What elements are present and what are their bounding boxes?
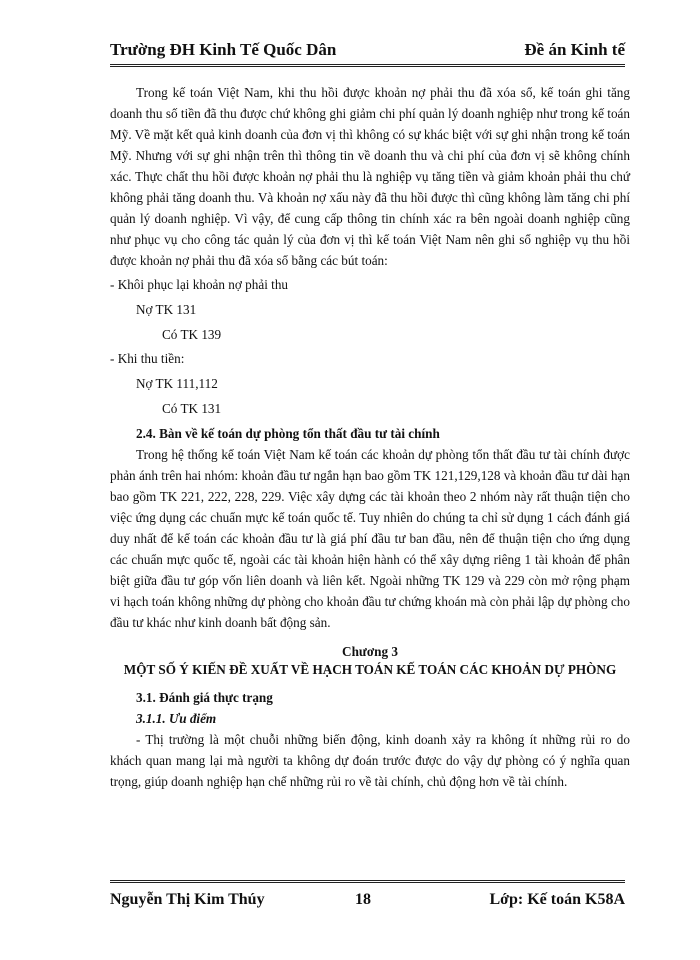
footer-class: Lớp: Kế toán K58A: [489, 891, 625, 908]
list-item-restore: - Khôi phục lại khoản nợ phải thu: [110, 277, 289, 292]
entry-credit-131: Có TK 131: [162, 401, 222, 416]
paragraph-1: Trong kế toán Việt Nam, khi thu hồi được khoản nợ phải thu đã xóa sổ, kế toán ghi tăng doanh thu số tiền đã thu được chứ không ghi giảm chi phí quản lý doanh nghiệp như trong kế toán Mỹ. Về mặt kết quả kinh doanh của đơn vị thì không có sự khác biệt với sự ghi nhận trong kế toán Mỹ. Nhưng với sự ghi nhận trên thì thông tin về doanh thu và chi phí của đơn vị sẽ không chính xác. Thực chất thu hồi được khoản nợ phải thu là nghiệp vụ tăng tiền và giảm khoản phải thu chứ không phải tăng doanh thu. Và khoản nợ xấu này đã thu hồi được thì cũng không làm tăng chi phí quản lý doanh nghiệp. Vì vậy, để cung cấp thông tin chính xác ra bên ngoài doanh nghiệp cũng như phục vụ cho công tác quản lý của đơn vị thì kế toán Việt Nam nên ghi sổ nghiệp vụ thu hồi được khoản nợ phải thu đã xóa sổ bằng các bút toán:: [110, 85, 630, 268]
entry-debit-111-112: Nợ TK 111,112: [136, 376, 218, 391]
page-number: 18: [355, 891, 371, 908]
chapter-number: Chương 3: [342, 644, 398, 659]
page-content: [110, 82, 630, 792]
paragraph-2: Trong hệ thống kế toán Việt Nam kế toán các khoản dự phòng tổn thất đầu tư tài chính được phản ánh trên hai nhóm: khoản đầu tư ngắn hạn bao gồm TK 121,129,128 và khoản đầu tư dài hạn bao gồm TK 221, 222, 228, 229. Việc xây dựng các tài khoản theo 2 nhóm này rất thuận tiện cho việc ứng dụng các chuẩn mực kế toán quốc tế. Tuy nhiên do chúng ta chỉ sử dụng 1 cách đánh giá duy nhất để kế toán các khoản đầu tư là giá phí đầu tư ban đầu, nên để thuận tiện cho ứng dụng các chuẩn mực quốc tế, ngoài các tài khoản hiện hành có thể xây dựng riêng 1 tài khoản để phân biệt giữa đầu tư góp vốn liên doanh và liên kết. Ngoài những TK 129 và 229 còn mở rộng phạm vi hạch toán không những dự phòng cho khoản đầu tư chứng khoán mà còn phải lập dự phòng cho đầu tư khác như kinh doanh bất động sản.: [110, 447, 630, 630]
section-heading-3-1: 3.1. Đánh giá thực trạng: [136, 690, 273, 705]
chapter-title: MỘT SỐ Ý KIẾN ĐỀ XUẤT VỀ HẠCH TOÁN KẾ TOÁN CÁC KHOẢN DỰ PHÒNG: [123, 662, 617, 677]
paragraph-3: - Thị trường là một chuỗi những biến động, kinh doanh xảy ra không ít những rủi ro do khách quan mang lại mà người ta không dự đoán trước được do vậy dự phòng có ý nghĩa quan trọng, giúp doanh nghiệp hạn chế những rủi ro về tài chính, chủ động hơn về tài chính.: [110, 732, 630, 789]
header-document-type: Đề án Kinh tế: [524, 40, 625, 59]
entry-credit-139: Có TK 139: [162, 327, 222, 342]
list-item-collect: - Khi thu tiền:: [110, 351, 185, 366]
footer-author: Nguyễn Thị Kim Thúy: [110, 891, 265, 908]
section-heading-2-4: 2.4. Bàn về kế toán dự phòng tổn thất đầu tư tài chính: [136, 426, 440, 441]
page-footer: [110, 880, 625, 917]
entry-debit-131: Nợ TK 131: [136, 302, 197, 317]
section-heading-3-1-1: 3.1.1. Ưu điểm: [136, 711, 217, 726]
page-header: [110, 36, 625, 67]
header-university: Trường ĐH Kinh Tế Quốc Dân: [110, 40, 337, 59]
